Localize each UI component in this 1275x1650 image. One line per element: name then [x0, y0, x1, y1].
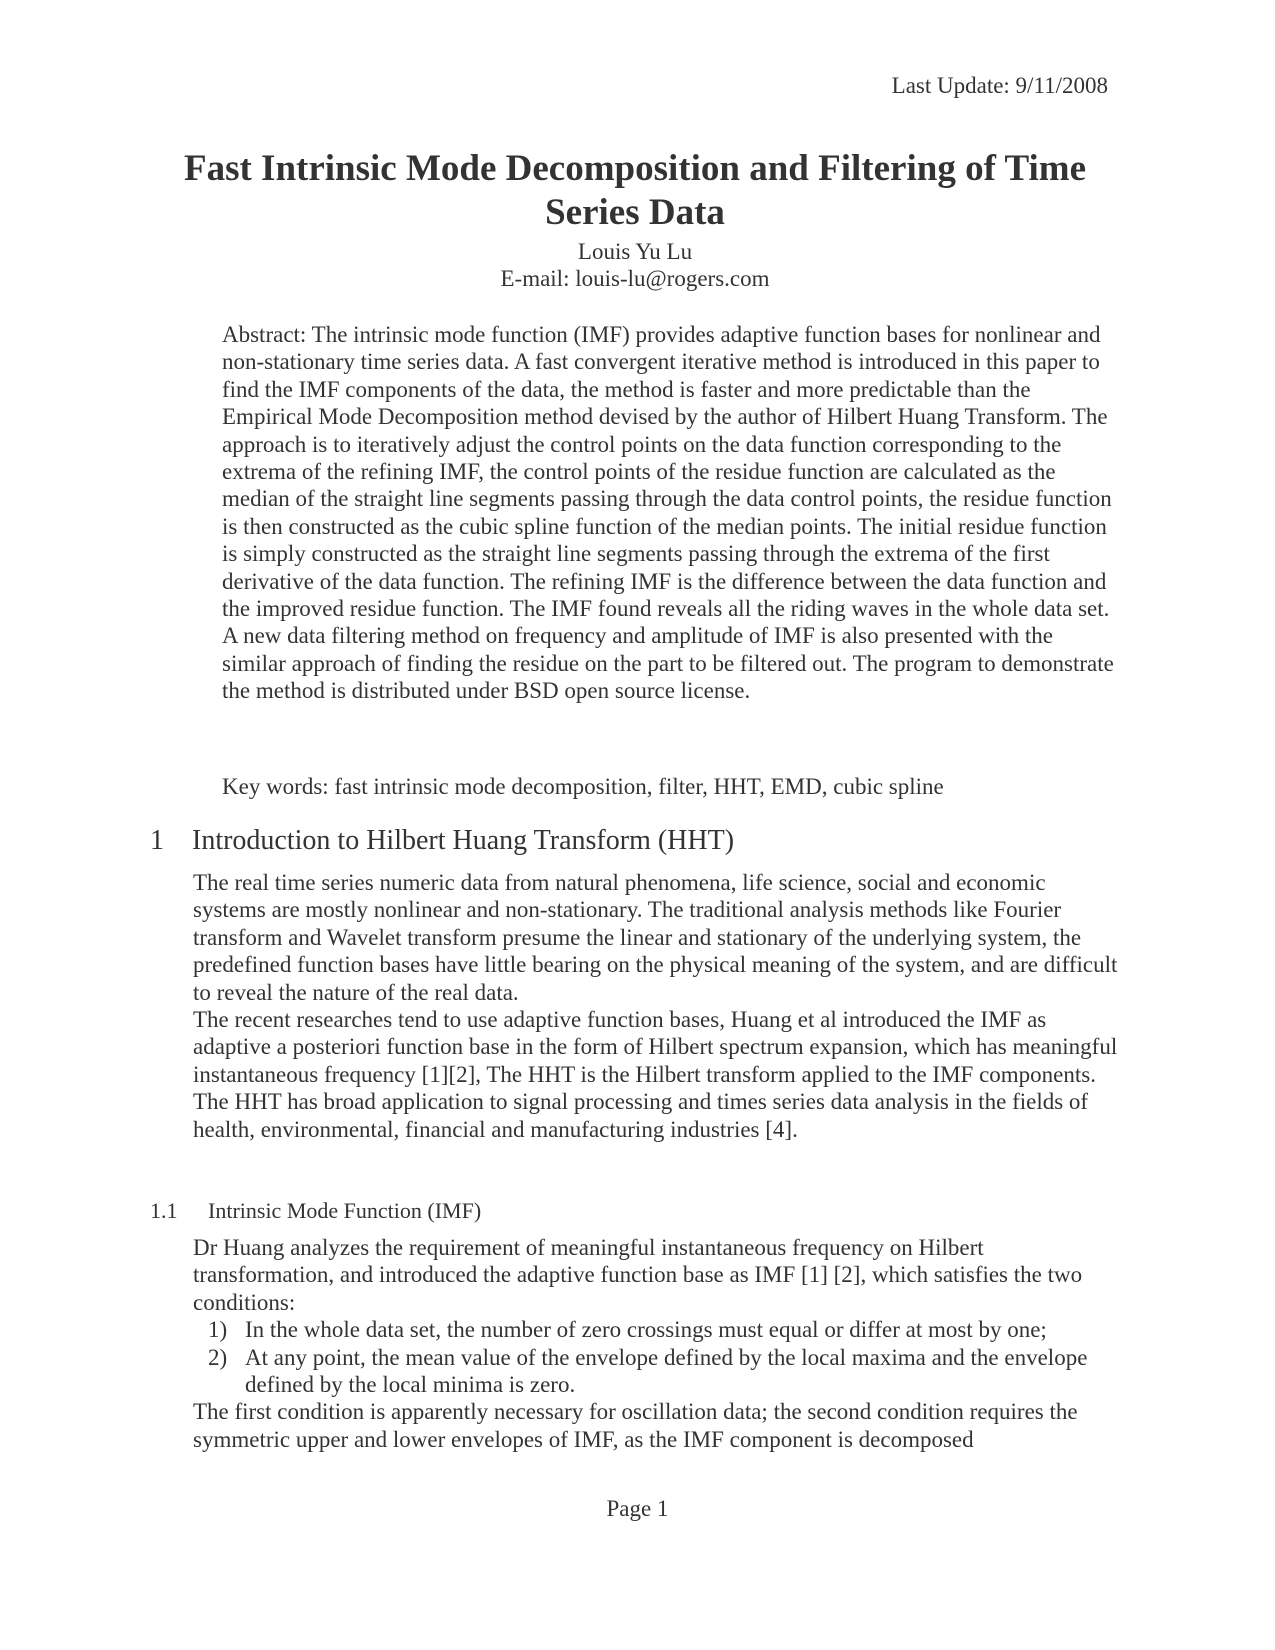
list-item	[193, 1344, 1123, 1399]
subsection-number: 1.1	[150, 1198, 178, 1223]
section-1-1-body	[193, 1234, 1123, 1453]
section-title: Introduction to Hilbert Huang Transform (HHT)	[192, 825, 735, 856]
list-item-text: In the whole data set, the number of zero crossings must equal or differ at most by one;	[245, 1317, 1047, 1343]
list-item-label: 2)	[208, 1344, 228, 1370]
paragraph: Dr Huang analyzes the requirement of meaningful instantaneous frequency on Hilbert transformation, and introduced the adaptive function base as IMF [1] [2], which satisfies the two conditions:	[193, 1235, 1083, 1315]
list-item-text: At any point, the mean value of the envelope defined by the local maxima and the envelope defined by the local minima is zero.	[245, 1344, 1088, 1398]
section-1-heading	[150, 825, 734, 857]
section-number: 1	[150, 825, 164, 856]
section-1-1-heading	[150, 1198, 481, 1224]
abstract: Abstract: The intrinsic mode function (IMF) provides adaptive function bases for nonlinear and non-stationary time series data. A fast convergent iterative method is introduced in this paper to find the IMF components of the data, the method is faster and more predictable than the Empirical Mode Decomposition method devised by the author of Hilbert Huang Transform. The approach is to iteratively adjust the control points on the data function corresponding to the extrema of the refining IMF, the control points of the residue function are calculated as the median of the straight line segments passing through the data control points, the residue function is then constructed as the cubic spline function of the median points. The initial residue function is simply constructed as the straight line segments passing through the extrema of the first derivative of the data function. The refining IMF is the difference between the data function and the improved residue function. The IMF found reveals all the riding waves in the whole data set. A new data filtering method on frequency and amplitude of IMF is also presented with the similar approach of finding the residue on the part to be filtered out. The program to demonstrate the method is distributed under BSD open source license.	[222, 322, 1114, 704]
list-item	[193, 1316, 1123, 1343]
section-1-body	[193, 869, 1123, 1143]
author-name: Louis Yu Lu	[577, 239, 693, 264]
paper-title: Fast Intrinsic Mode Decomposition and Filtering of Time Series Data	[183, 148, 1087, 233]
last-update-date: Last Update: 9/11/2008	[891, 73, 1108, 98]
author-email: E-mail: louis-lu@rogers.com	[500, 266, 770, 291]
page-number: Page 1	[606, 1496, 669, 1521]
subsection-title: Intrinsic Mode Function (IMF)	[208, 1198, 482, 1223]
list-item-label: 1)	[208, 1317, 228, 1343]
paragraph: The first condition is apparently necessary for oscillation data; the second condition requires the symmetric upper and lower envelopes of IMF, as the IMF component is decomposed	[193, 1399, 1078, 1452]
keywords: Key words: fast intrinsic mode decomposition, filter, HHT, EMD, cubic spline	[222, 774, 944, 799]
paragraph: The HHT has broad application to signal processing and times series data analysis in the fields of health, environmental, financial and manufacturing industries [4].	[193, 1089, 1089, 1142]
paragraph: The real time series numeric data from natural phenomena, life science, social and economic systems are mostly nonlinear and non-stationary. The traditional analysis methods like Fourier transform and Wavelet transform presume the linear and stationary of the underlying system, the predefined function bases have little bearing on the physical meaning of the system, and are difficult to reveal the nature of the real data.	[193, 870, 1118, 1005]
conditions-list	[193, 1316, 1123, 1398]
paragraph: The recent researches tend to use adaptive function bases, Huang et al introduced the IMF as adaptive a posteriori function base in the form of Hilbert spectrum expansion, which has meaningful instantaneous frequency [1][2], The HHT is the Hilbert transform applied to the IMF components.	[193, 1007, 1118, 1087]
